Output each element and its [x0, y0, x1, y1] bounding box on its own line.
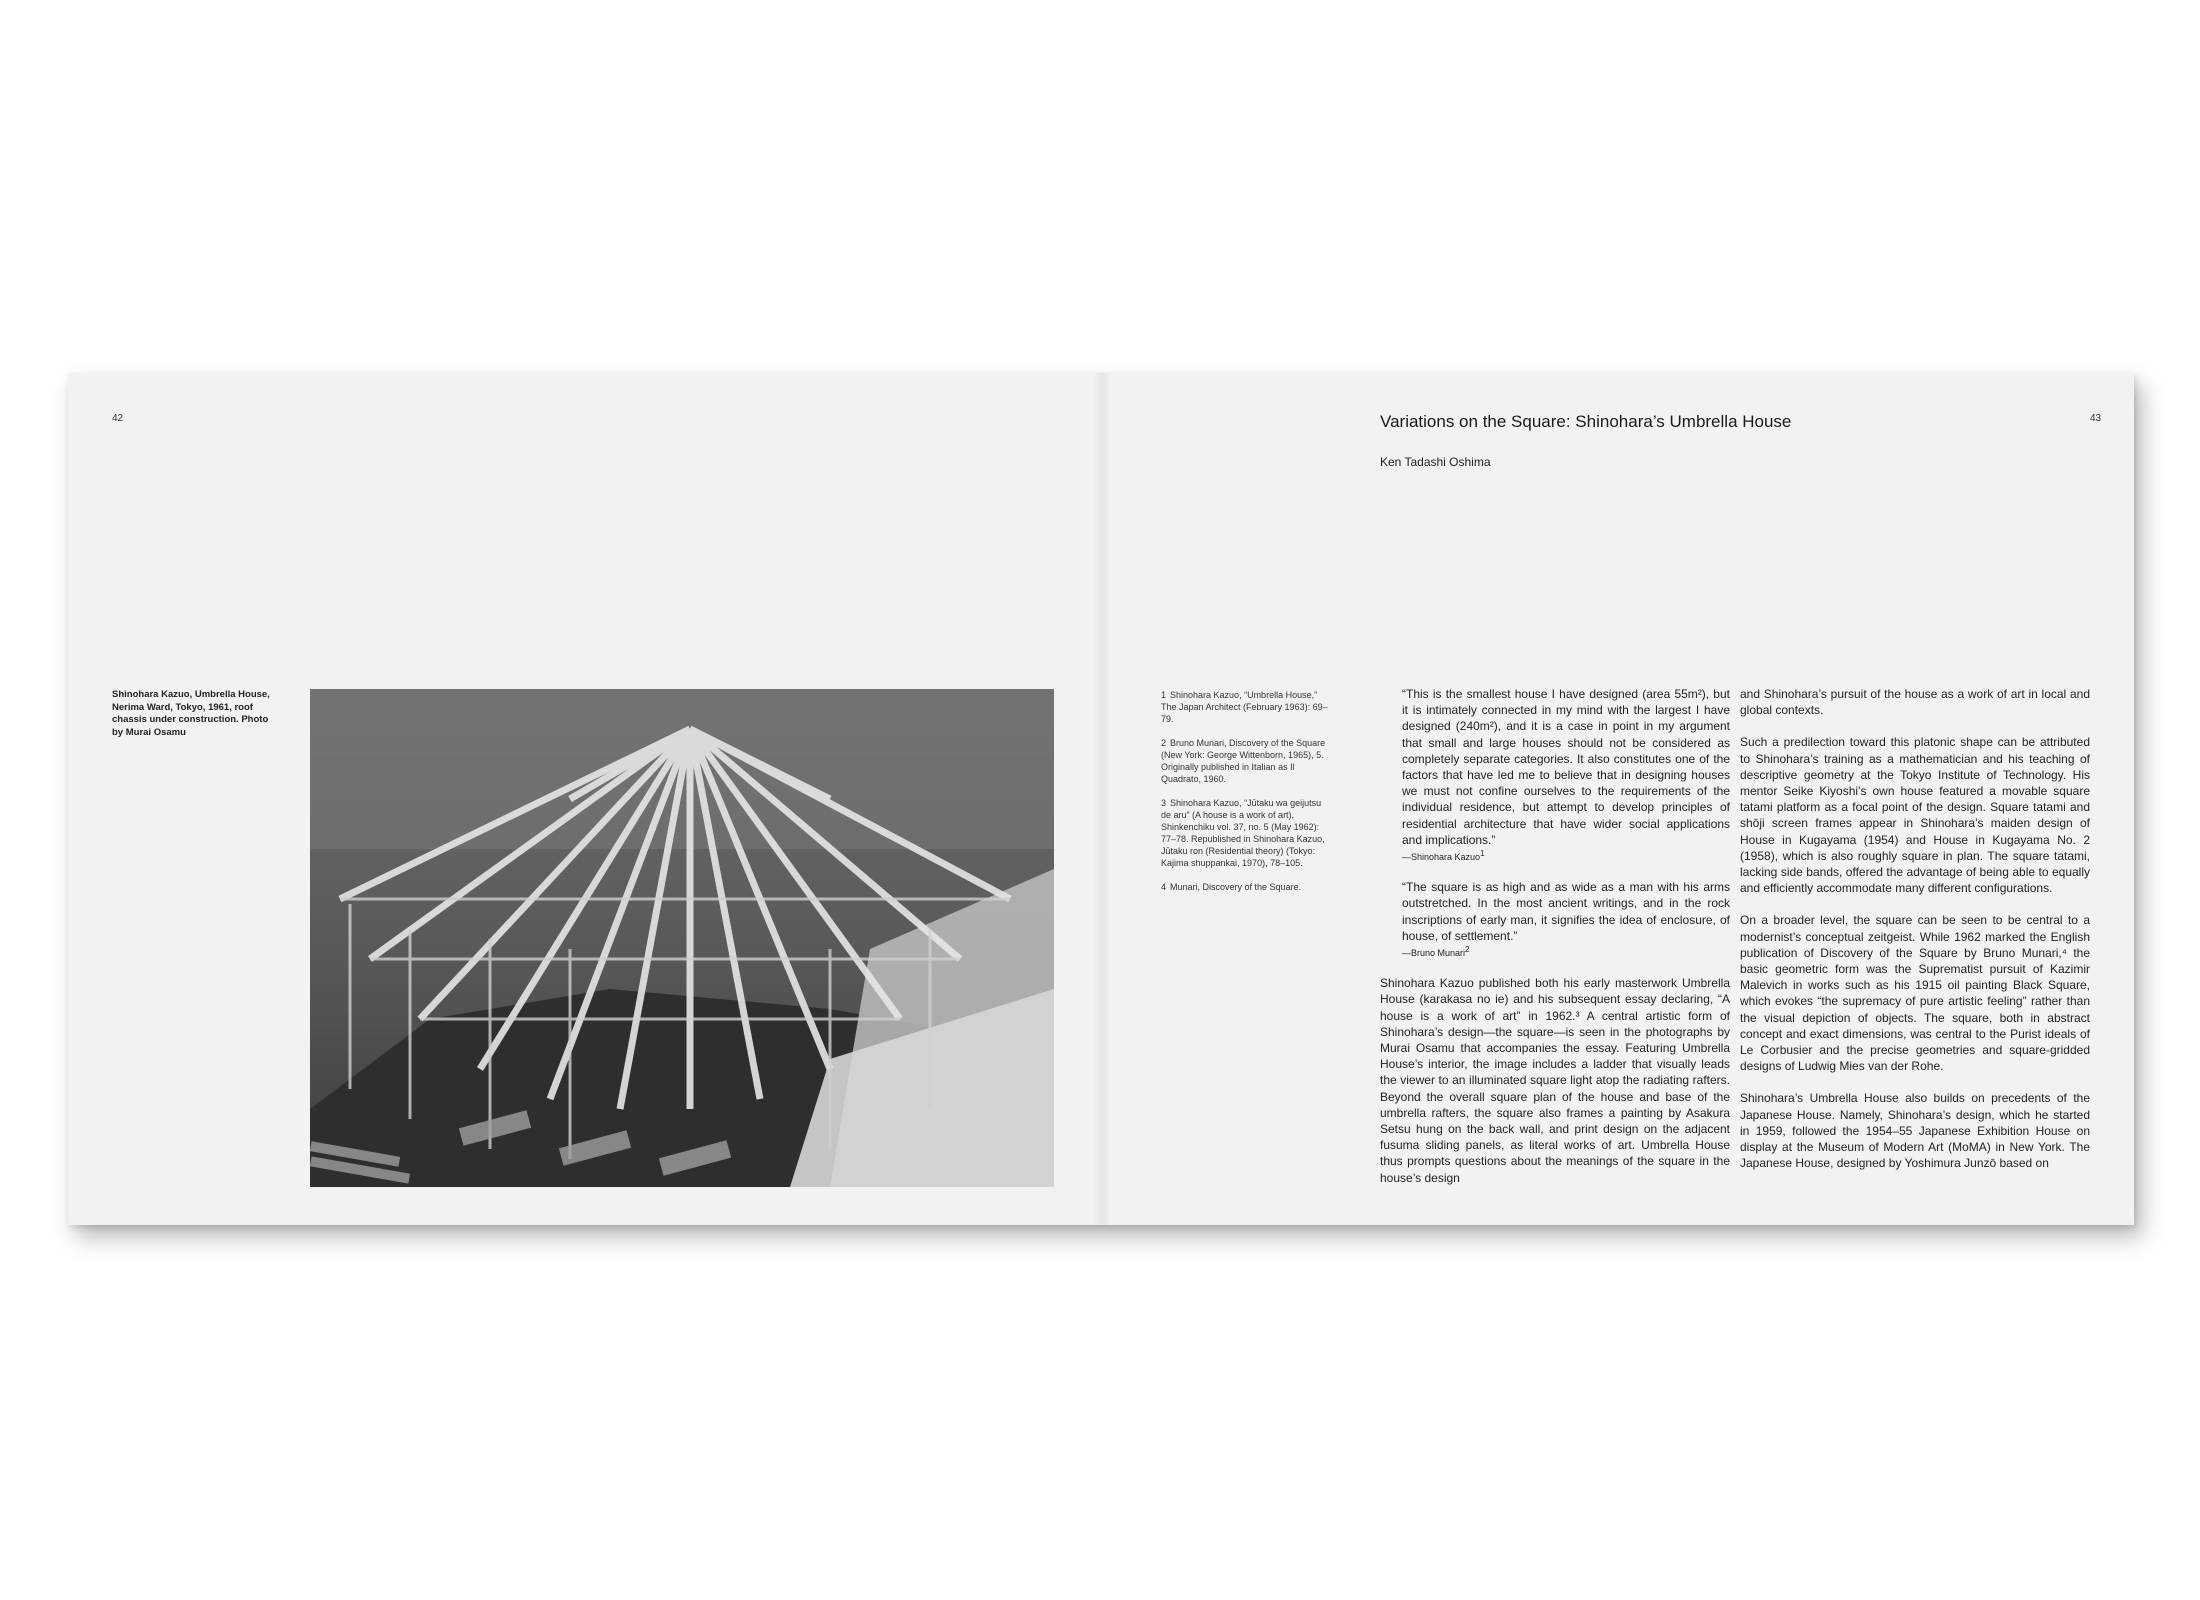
right-page — [1101, 373, 2134, 1225]
left-page — [68, 373, 1101, 1225]
epigraph-quote: “This is the smallest house I have designed (area 55m²), but it is intimately connected in my mind with the largest I have designed (240m²), and it is a case in point in my argument that small and large houses should not be considered as completely separate categories. It also constitutes one of the factors that have led me to believe that in designing houses we must not confine ourselves to the requirements of the individual residence, but attempt to develop principles of residential architecture that have wider social applications and implications.” —Shinohara Kazuo$^1$ — [1402, 686, 1730, 865]
book-spread — [68, 373, 2134, 1225]
quote-attribution: —Shinohara Kazuo$^1$ — [1402, 849, 1485, 863]
construction-photo — [310, 689, 1054, 1187]
body-paragraph: Such a predilection toward this platonic shape can be attributed to Shinohara’s training as a mathematician and his teaching of descriptive geometry at the Tokyo Institute of Technology. His mentor Seike Kiyoshi’s own house featured a movable square tatami platform as a focal point of the design. Square tatami and shōji screen frames appear in Shinohara’s maiden design of House in Kugayama (1954) and House in Kugayama No. 2 (1958), which is also roughly square in plan. The square tatami, lacking side bands, offered the advantage of being able to equally and efficiently accommodate many different configurations. — [1740, 735, 2090, 896]
page-number-right: 43 — [2090, 413, 2102, 424]
body-paragraph: Shinohara’s Umbrella House also builds on precedents of the Japanese House. Namely, Shinohara’s design, which he started in 1959, followed the 1954–55 Japanese Exhibition House on display at the Museum of Modern Art (MoMA) in New York. The Japanese House, designed by Yoshimura Junzō based on — [1740, 1091, 2090, 1171]
body-paragraph: Shinohara Kazuo published both his early masterwork Umbrella House (karakasa no ie) and his subsequent essay declaring, “A house is a work of art” in 1962.³ A central artistic form of Shinohara’s design—the square—is seen in the photographs by Murai Osamu that accompanies the essay. Featuring Umbrella House’s interior, the image includes a ladder that visually leads the viewer to an illuminated square light atop the radiating rafters. Beyond the overall square plan of the house and base of the umbrella rafters, the square also frames a painting by Asakura Setsu hung on the back wall, and print design on the adjacent fusuma sliding panels, as literal works of art. Umbrella House thus prompts questions about the meanings of the square in the house’s design — [1380, 976, 1730, 1185]
umbrella-house-construction-image — [310, 689, 1054, 1187]
footnote: 2 Bruno Munari, Discovery of the Square (New York: George Wittenborn, 1965), 5. Originally published in Italian as Il Quadrato, 1960. — [1161, 738, 1326, 784]
quote-attribution: —Bruno Munari$^2$ — [1402, 945, 1470, 959]
footnote: 3 Shinohara Kazuo, “Jūtaku wa geijutsu de aru” (A house is a work of art), Shinkenchiku vol. 37, no. 5 (May 1962): 77–78. Republished in Shinohara Kazuo, Jūtaku ron (Residential theory) (Tokyo: Kajima shuppankai, 1970), 78–105. — [1161, 798, 1325, 868]
article-author: Ken Tadashi Oshima — [1380, 455, 1491, 469]
body-paragraph: On a broader level, the square can be seen to be central to a modernist’s conceptual zeitgeist. While 1962 marked the English publication of Discovery of the Square by Bruno Munari,⁴ the basic geometric form was the Suprematist pursuit of Kazimir Malevich in works such as his 1915 oil painting Black Square, which evokes “the supremacy of pure artistic feeling” rather than the visual depiction of objects. The square, both in abstract concept and exact dimensions, was central to the Purist ideals of Le Corbusier and the precise geometries and square-gridded designs of Ludwig Mies van der Rohe. — [1740, 913, 2090, 1074]
body-paragraph: and Shinohara’s pursuit of the house as a work of art in local and global contexts. — [1740, 687, 2090, 718]
footnotes — [1161, 689, 1331, 905]
article-title: Variations on the Square: Shinohara’s Umbrella House — [1380, 412, 1792, 431]
page-number-left: 42 — [112, 413, 124, 424]
epigraph-quote: “The square is as high and as wide as a man with his arms outstretched. In the most ancient writings, and in the rock inscriptions of early man, it signifies the idea of enclosure, of house, of settlement.” —Bruno Munari$^2$ — [1402, 879, 1730, 961]
body-column-1 — [1380, 686, 1730, 1186]
photo-caption: Shinohara Kazuo, Umbrella House, Nerima Ward, Tokyo, 1961, roof chassis under construction. Photo by Murai Osamu — [112, 689, 270, 738]
footnote: 4 Munari, Discovery of the Square. — [1161, 882, 1302, 892]
body-column-2 — [1740, 686, 2090, 1171]
footnote: 1 Shinohara Kazuo, “Umbrella House,” The Japan Architect (February 1963): 69–79. — [1161, 690, 1328, 724]
